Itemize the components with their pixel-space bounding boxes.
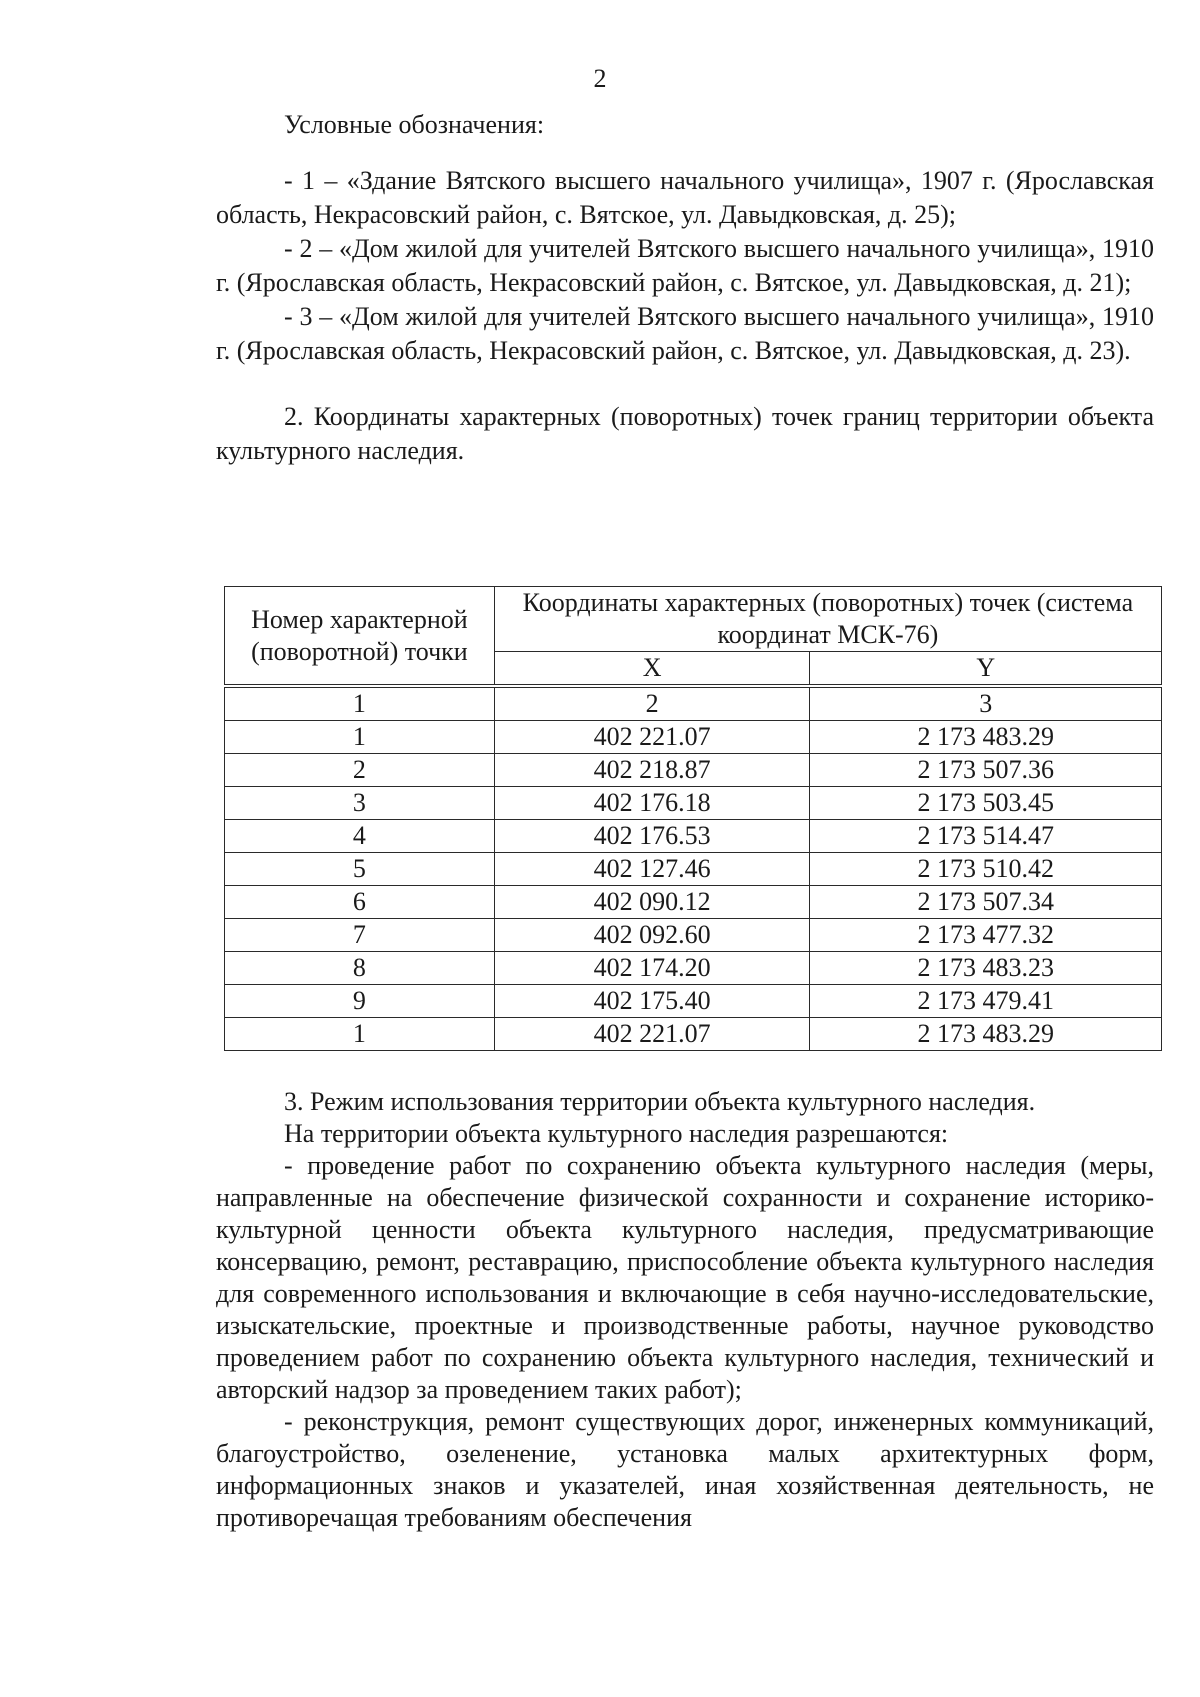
y-coordinate: 2 173 483.29 xyxy=(810,1018,1162,1051)
table-row xyxy=(225,1018,1162,1051)
x-coordinate: 402 176.18 xyxy=(494,787,810,820)
point-number: 7 xyxy=(225,919,495,952)
legend-item-2: - 2 – «Дом жилой для учителей Вятского высшего начального училища», 1910 г. (Ярославская область, Некрасовский район, с. Вятское, ул. Давыдковская, д. 21); xyxy=(216,234,1154,297)
y-coordinate: 2 173 507.36 xyxy=(810,754,1162,787)
y-coordinate: 2 173 510.42 xyxy=(810,853,1162,886)
page-number: 2 xyxy=(593,64,607,93)
column-number: 1 xyxy=(225,686,495,721)
point-number: 4 xyxy=(225,820,495,853)
point-number: 1 xyxy=(225,1018,495,1051)
x-coordinate: 402 127.46 xyxy=(494,853,810,886)
y-coordinate: 2 173 477.32 xyxy=(810,919,1162,952)
table-row xyxy=(225,952,1162,985)
x-coordinate: 402 176.53 xyxy=(494,820,810,853)
table-row xyxy=(225,919,1162,952)
section-3-heading: 3. Режим использования территории объекта культурного наследия. xyxy=(284,1087,1036,1116)
x-coordinate: 402 221.07 xyxy=(494,1018,810,1051)
table-row xyxy=(225,820,1162,853)
table-row xyxy=(225,853,1162,886)
y-coordinate: 2 173 507.34 xyxy=(810,886,1162,919)
header-coordinates: Координаты характерных (поворотных) точек (система координат МСК-76) xyxy=(494,587,1161,652)
point-number: 6 xyxy=(225,886,495,919)
point-number: 9 xyxy=(225,985,495,1018)
section-3-intro: На территории объекта культурного наследия разрешаются: xyxy=(284,1119,949,1148)
permitted-item-2: - реконструкция, ремонт существующих дорог, инженерных коммуникаций, благоустройство, озеленение, установка малых архитектурных форм, информационных знаков и указателей, иная хозяйственная деятельность, не противоречащая требованиям обеспечения xyxy=(216,1407,1154,1532)
column-number: 2 xyxy=(494,686,810,721)
point-number: 5 xyxy=(225,853,495,886)
x-coordinate: 402 174.20 xyxy=(494,952,810,985)
lower-text xyxy=(216,1086,1154,1534)
point-number: 1 xyxy=(225,721,495,754)
y-coordinate: 2 173 483.23 xyxy=(810,952,1162,985)
x-coordinate: 402 221.07 xyxy=(494,721,810,754)
point-number: 3 xyxy=(225,787,495,820)
x-coordinate: 402 218.87 xyxy=(494,754,810,787)
column-number-row xyxy=(225,686,1162,721)
table-row xyxy=(225,985,1162,1018)
permitted-item-1: - проведение работ по сохранению объекта культурного наследия (меры, направленные на обеспечение физической сохранности и сохранение историко-культурной ценности объекта культурного наследия, предусматривающие консервацию, ремонт, реставрацию, приспособление объекта культурного наследия для современного использования и включающие в себя научно-исследовательские, изыскательские, проектные и производственные работы, научное руководство проведением работ по сохранению объекта культурного наследия, технический и авторский надзор за проведением таких работ); xyxy=(216,1151,1154,1404)
y-coordinate: 2 173 514.47 xyxy=(810,820,1162,853)
x-coordinate: 402 175.40 xyxy=(494,985,810,1018)
header-x: X xyxy=(494,652,810,687)
x-coordinate: 402 090.12 xyxy=(494,886,810,919)
table-row xyxy=(225,721,1162,754)
y-coordinate: 2 173 503.45 xyxy=(810,787,1162,820)
section-2-heading: 2. Координаты характерных (поворотных) точек границ территории объекта культурного наследия. xyxy=(216,402,1154,465)
header-y: Y xyxy=(810,652,1162,687)
table-row xyxy=(225,787,1162,820)
upper-text xyxy=(216,108,1154,468)
coordinates-table xyxy=(224,586,1162,1051)
header-point-number: Номер характерной (поворотной) точки xyxy=(225,587,495,687)
y-coordinate: 2 173 479.41 xyxy=(810,985,1162,1018)
table-row xyxy=(225,754,1162,787)
column-number: 3 xyxy=(810,686,1162,721)
legend-heading: Условные обозначения: xyxy=(284,110,545,139)
table-row xyxy=(225,886,1162,919)
point-number: 8 xyxy=(225,952,495,985)
x-coordinate: 402 092.60 xyxy=(494,919,810,952)
point-number: 2 xyxy=(225,754,495,787)
legend-item-1: - 1 – «Здание Вятского высшего начального училища», 1907 г. (Ярославская область, Некрасовский район, с. Вятское, ул. Давыдковская, д. 25); xyxy=(216,166,1154,229)
legend-item-3: - 3 – «Дом жилой для учителей Вятского высшего начального училища», 1910 г. (Ярославская область, Некрасовский район, с. Вятское, ул. Давыдковская, д. 23). xyxy=(216,302,1154,365)
y-coordinate: 2 173 483.29 xyxy=(810,721,1162,754)
